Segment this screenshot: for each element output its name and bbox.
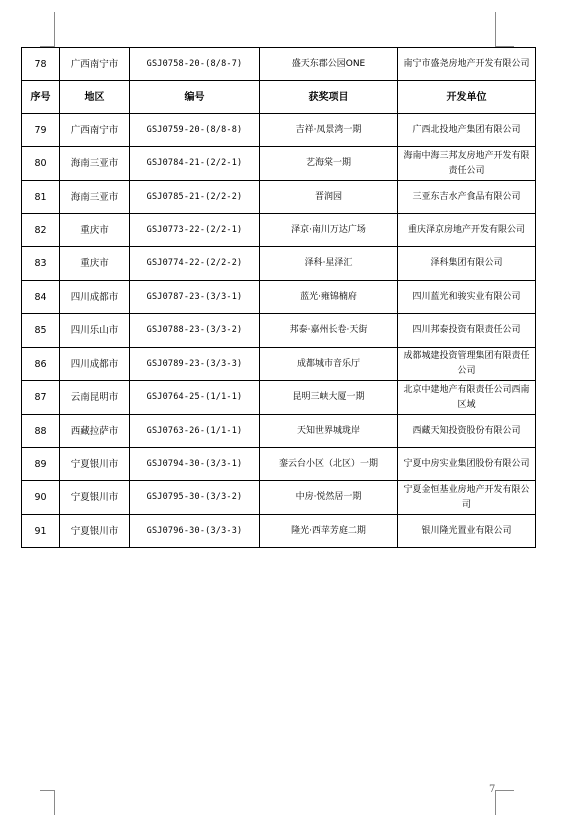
header-region: 地区 — [60, 81, 130, 114]
row-number: 90 — [22, 481, 60, 515]
row-number: 88 — [22, 415, 60, 448]
row-region: 四川成都市 — [60, 348, 130, 381]
row-number: 86 — [22, 348, 60, 381]
row-number: 85 — [22, 314, 60, 348]
row-code: GSJ0759-20-(8/8-8) — [130, 114, 260, 147]
table-row — [22, 515, 536, 548]
row-region: 宁夏银川市 — [60, 515, 130, 548]
row-code: GSJ0763-26-(1/1-1) — [130, 415, 260, 448]
table-row — [22, 214, 536, 247]
row-project: 艺海棠一期 — [260, 147, 398, 181]
crop-mark-bottom-left — [40, 790, 55, 815]
row-number: 81 — [22, 181, 60, 214]
awards-table — [21, 47, 536, 548]
row-developer: 北京中建地产有限责任公司西南区域 — [398, 381, 536, 415]
row-project: 蓝光·雍锦楠府 — [260, 281, 398, 314]
row-code: GSJ0787-23-(3/3-1) — [130, 281, 260, 314]
row-number: 89 — [22, 448, 60, 481]
row-developer: 西藏天知投资股份有限公司 — [398, 415, 536, 448]
row-developer: 广西北投地产集团有限公司 — [398, 114, 536, 147]
row-region: 海南三亚市 — [60, 181, 130, 214]
table-row — [22, 181, 536, 214]
row-region: 云南昆明市 — [60, 381, 130, 415]
row-developer: 四川蓝光和骏实业有限公司 — [398, 281, 536, 314]
row-developer: 泽科集团有限公司 — [398, 247, 536, 281]
row-code: GSJ0795-30-(3/3-2) — [130, 481, 260, 515]
row-region: 重庆市 — [60, 247, 130, 281]
row-project: 吉祥·凤景湾一期 — [260, 114, 398, 147]
row-project: 成都城市音乐厅 — [260, 348, 398, 381]
page-number: 7 — [489, 784, 496, 795]
row-region: 西藏拉萨市 — [60, 415, 130, 448]
row-project: 泽科·星泽汇 — [260, 247, 398, 281]
row-region: 四川乐山市 — [60, 314, 130, 348]
row-project: 銮云台小区（北区）一期 — [260, 448, 398, 481]
row-number: 80 — [22, 147, 60, 181]
crop-mark-top-right — [495, 12, 514, 47]
row-code: GSJ0764-25-(1/1-1) — [130, 381, 260, 415]
table-row — [22, 147, 536, 181]
row-project: 泽京·南川万达广场 — [260, 214, 398, 247]
header-developer: 开发单位 — [398, 81, 536, 114]
row-project: 晋润园 — [260, 181, 398, 214]
row-project: 中房·悦然居一期 — [260, 481, 398, 515]
row-developer: 银川隆光置业有限公司 — [398, 515, 536, 548]
table-row — [22, 247, 536, 281]
table-row — [22, 114, 536, 147]
row-project: 盛天东郡公园ONE — [260, 48, 398, 81]
header-project: 获奖项目 — [260, 81, 398, 114]
row-number: 82 — [22, 214, 60, 247]
row-project: 天知世界城珑岸 — [260, 415, 398, 448]
row-number: 84 — [22, 281, 60, 314]
table-row — [22, 314, 536, 348]
row-number: 83 — [22, 247, 60, 281]
row-code: GSJ0796-30-(3/3-3) — [130, 515, 260, 548]
row-region: 广西南宁市 — [60, 48, 130, 81]
row-code: GSJ0785-21-(2/2-2) — [130, 181, 260, 214]
row-region: 四川成都市 — [60, 281, 130, 314]
row-code: GSJ0789-23-(3/3-3) — [130, 348, 260, 381]
crop-mark-top-left — [40, 12, 55, 47]
row-developer: 成都城建投资管理集团有限责任公司 — [398, 348, 536, 381]
row-code: GSJ0784-21-(2/2-1) — [130, 147, 260, 181]
table-row — [22, 48, 536, 81]
header-no: 序号 — [22, 81, 60, 114]
row-number: 91 — [22, 515, 60, 548]
row-project: 昆明三峡大厦一期 — [260, 381, 398, 415]
row-code: GSJ0794-30-(3/3-1) — [130, 448, 260, 481]
row-region: 宁夏银川市 — [60, 481, 130, 515]
row-number: 78 — [22, 48, 60, 81]
row-developer: 海南中海三邦友房地产开发有限责任公司 — [398, 147, 536, 181]
row-developer: 宁夏金恒基业房地产开发有限公司 — [398, 481, 536, 515]
row-number: 87 — [22, 381, 60, 415]
row-developer: 重庆泽京房地产开发有限公司 — [398, 214, 536, 247]
row-region: 海南三亚市 — [60, 147, 130, 181]
table-row — [22, 281, 536, 314]
row-number: 79 — [22, 114, 60, 147]
table-row — [22, 448, 536, 481]
row-region: 广西南宁市 — [60, 114, 130, 147]
row-code: GSJ0788-23-(3/3-2) — [130, 314, 260, 348]
row-project: 邦泰·嘉州长卷·天街 — [260, 314, 398, 348]
table-row — [22, 381, 536, 415]
table-row — [22, 481, 536, 515]
row-developer: 宁夏中房实业集团股份有限公司 — [398, 448, 536, 481]
row-region: 宁夏银川市 — [60, 448, 130, 481]
row-code: GSJ0774-22-(2/2-2) — [130, 247, 260, 281]
table-header-row — [22, 81, 536, 114]
row-code: GSJ0758-20-(8/8-7) — [130, 48, 260, 81]
header-code: 编号 — [130, 81, 260, 114]
crop-mark-bottom-right — [495, 790, 514, 815]
table-row — [22, 415, 536, 448]
row-developer: 三亚东吉水产食品有限公司 — [398, 181, 536, 214]
row-developer: 四川邦泰投资有限责任公司 — [398, 314, 536, 348]
row-project: 隆光·西苹芳庭二期 — [260, 515, 398, 548]
row-code: GSJ0773-22-(2/2-1) — [130, 214, 260, 247]
row-region: 重庆市 — [60, 214, 130, 247]
table-row — [22, 348, 536, 381]
row-developer: 南宁市盛尧房地产开发有限公司 — [398, 48, 536, 81]
